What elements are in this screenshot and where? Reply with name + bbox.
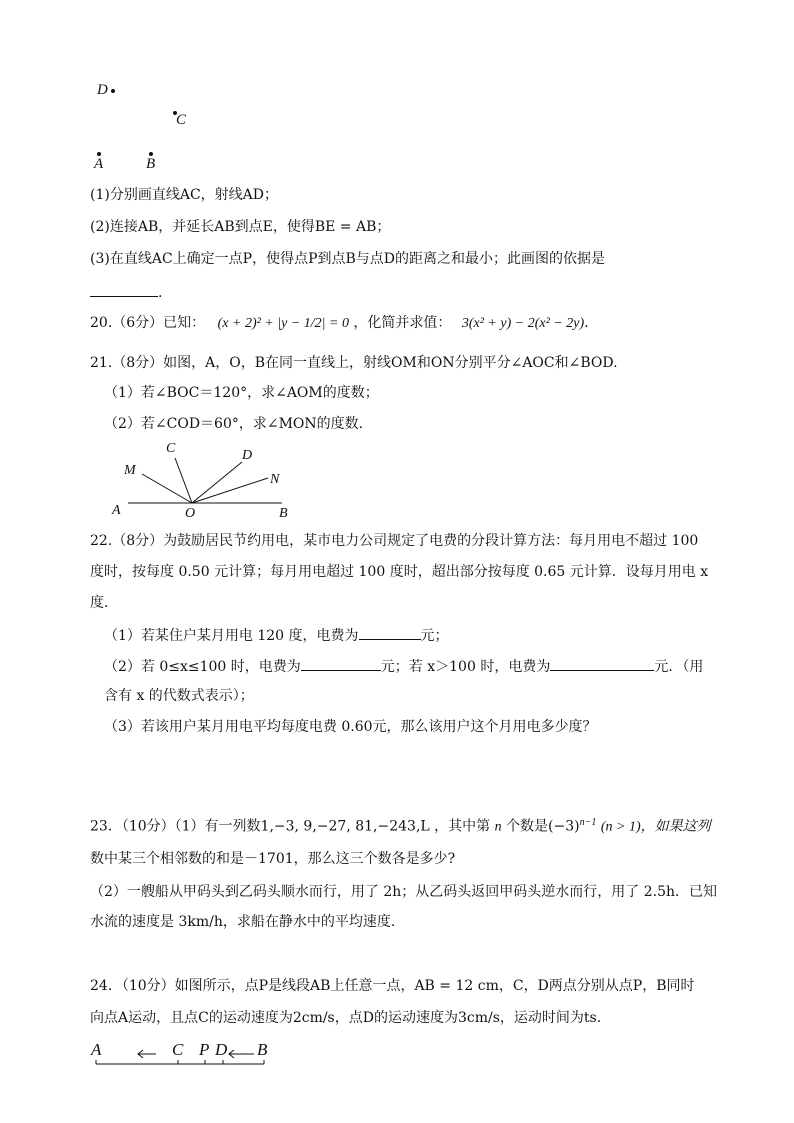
q22-line1: 22.（8分）为鼓励居民节约用电，某市电力公司规定了电费的分段计算方法：每月用电不超过 100 — [90, 533, 699, 549]
seg-label-d: D — [215, 1040, 228, 1059]
q22-part2-text-c: 元．（用 — [654, 659, 704, 675]
q21-text: 21.（8分）如图，A，O，B在同一直线上，射线OM和ON分别平分∠AOC和∠BOD. — [90, 355, 618, 371]
q22-blank1 — [359, 625, 421, 640]
point-c-label: C — [176, 112, 187, 128]
seg-label-b: B — [257, 1040, 268, 1059]
q23-line1-exponent: n−1 — [579, 817, 597, 828]
label-a: A — [112, 503, 121, 518]
label-m: M — [124, 463, 136, 478]
seg-label-p: P — [199, 1040, 210, 1059]
q23-line4: 水流的速度是 3km/h，求船在静水中的平均速度. — [90, 914, 396, 930]
label-d: D — [242, 448, 253, 463]
q21-angle-diagram — [120, 440, 320, 510]
ray-od — [192, 462, 242, 503]
q24-line1: 24．（10分）如图所示，点P是线段AB上任意一点，AB = 12 cm，C，D两点分别从点P，B同时 — [90, 978, 695, 994]
q23-line1 — [90, 814, 711, 837]
point-d-dot — [111, 89, 115, 93]
q23-line1-power-base: 个数是(−3) — [506, 818, 580, 835]
q20-condition: (x + 2)² + |y − 1/2| = 0 — [217, 316, 349, 331]
q19-part1: (1)分别画直线AC，射线AD； — [90, 187, 278, 203]
q22-line3: 度． — [90, 595, 118, 611]
seg-label-c: C — [172, 1040, 184, 1059]
q22-part2-text-a: （2）若 0≤x≤100 时，电费为 — [104, 659, 301, 675]
q19-part3: (3)在直线AC上确定一点P，使得点P到点B与点D的距离之和最小；此画图的依据是 — [90, 251, 606, 267]
q21-part2: （2）若∠COD＝60°，求∠MON的度数. — [104, 416, 364, 432]
q23-line3: （2）一艘船从甲码头到乙码头顺水而行，用了 2h；从乙码头返回甲码头逆水而行，用了 2.5h．已知 — [90, 884, 718, 900]
q22-blank3 — [550, 656, 654, 671]
label-b: B — [279, 506, 288, 521]
q22-part1-unit: 元； — [420, 628, 449, 644]
q22-line2: 度时，按每度 0.50 元计算；每月用电超过 100 度时，超出部分按每度 0.65 元计算．设每月用电 x — [90, 564, 709, 580]
q19-end: . — [158, 285, 163, 301]
q20 — [90, 314, 589, 333]
q23-line1-e: (n > 1)，如果这列 — [600, 819, 711, 835]
q23-line2: 数中某三个相邻数的和是－1701，那么这三个数各是多少? — [90, 851, 456, 867]
q22-part2 — [104, 656, 703, 676]
q24-line2: 向点A运动，且点C的运动速度为2cm/s，点D的运动速度为3cm/s，运动时间为ts. — [90, 1010, 602, 1026]
q24-segment-diagram — [92, 1048, 282, 1078]
ray-on — [192, 478, 268, 503]
q22-part1-text: （1）若某住户某月用电 120 度，电费为 — [104, 628, 359, 644]
point-a-label: A — [94, 156, 104, 172]
q22-part1 — [104, 625, 449, 645]
q22-part2-cont: 含有 x 的代数式表示）； — [104, 688, 254, 704]
q20-label: 20.（6分）已知： — [90, 315, 206, 331]
q22-blank2 — [301, 656, 381, 671]
seg-label-a: A — [91, 1040, 102, 1059]
q22-part2-text-b: 元；若 x＞100 时，电费为 — [380, 659, 551, 675]
q21-part1: （1）若∠BOC＝120°，求∠AOM的度数； — [104, 385, 379, 401]
q22-part3: （3）若该用户某月用电平均每度电费 0.60元，那么该用户这个月用电多少度？ — [104, 719, 597, 735]
point-b-label: B — [146, 156, 156, 172]
q19-blank — [90, 282, 158, 297]
q20-end: . — [584, 315, 589, 331]
q20-mid: ，化简并求值： — [353, 315, 452, 331]
q23-line1-n: n — [494, 819, 502, 835]
q23-line1-a: 23．（10分）（1）有一列数1,−3, 9,−27, 81,−243,L ，其中第 — [90, 818, 491, 835]
q19-part2: (2)连接AB，并延长AB到点E，使得BE = AB； — [90, 219, 391, 235]
label-n: N — [270, 472, 280, 487]
label-o: O — [185, 506, 196, 521]
q20-expression: 3(x² + y) − 2(x² − 2y) — [461, 316, 585, 331]
point-d-label: D — [97, 82, 108, 98]
q19-answer-line — [90, 282, 162, 302]
ray-om — [142, 474, 192, 503]
ray-oc — [175, 458, 192, 503]
label-c: C — [166, 441, 176, 456]
